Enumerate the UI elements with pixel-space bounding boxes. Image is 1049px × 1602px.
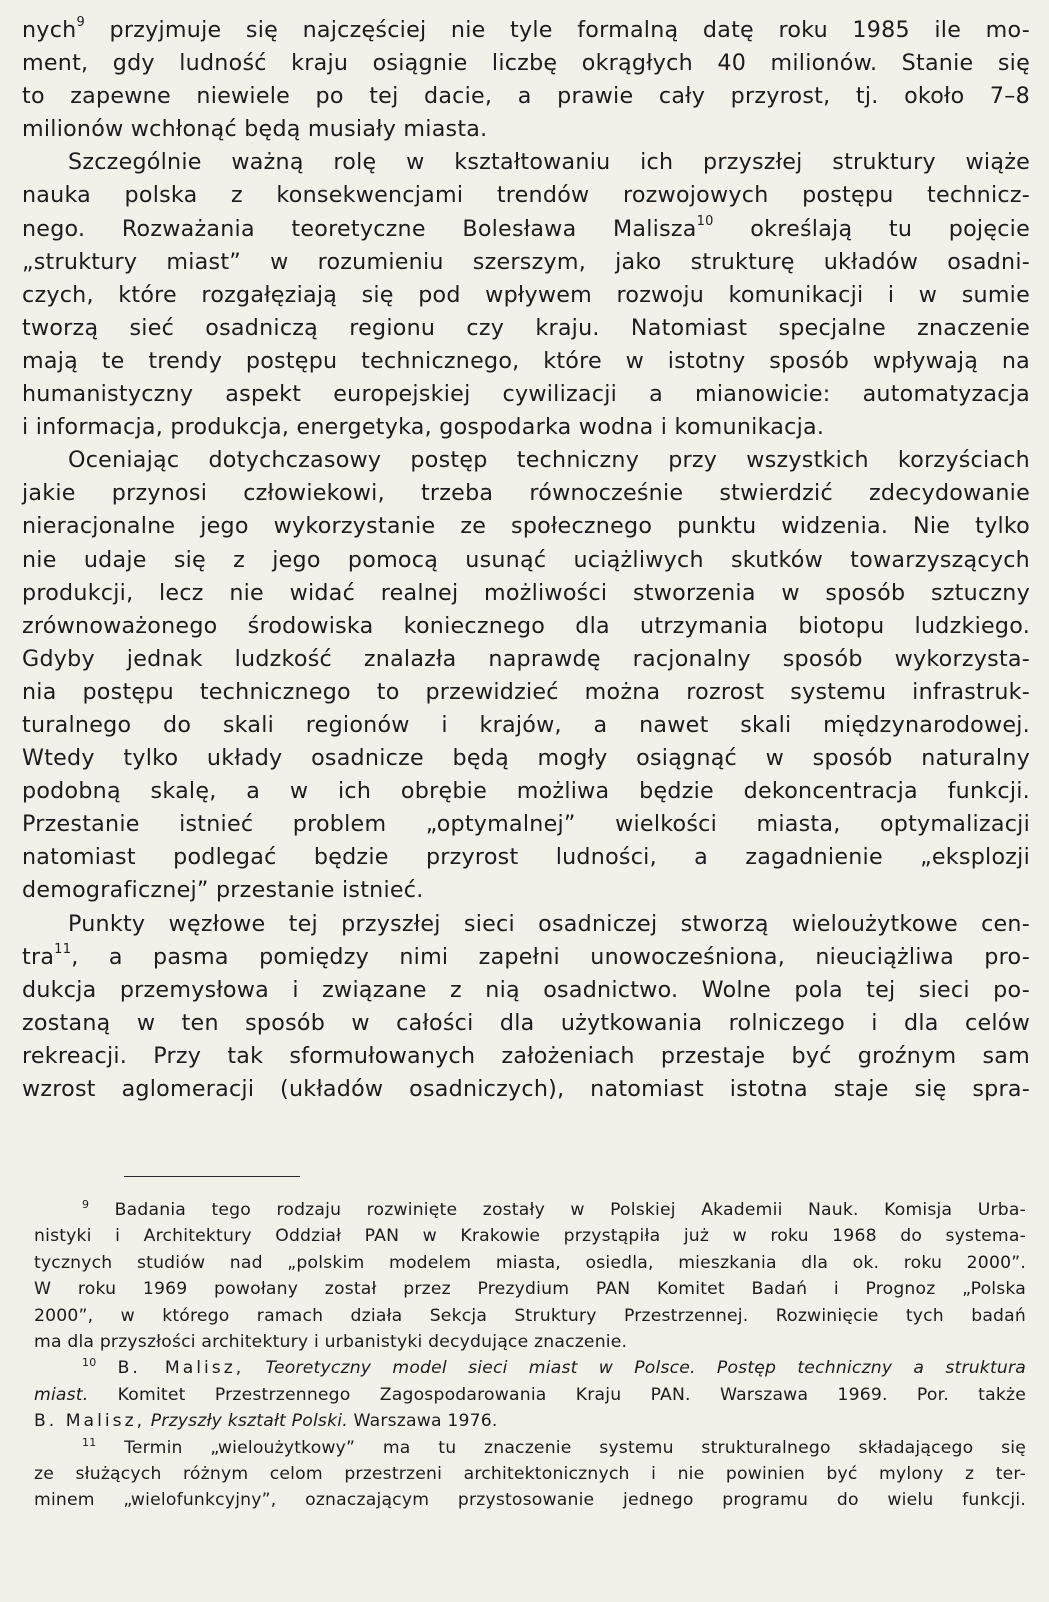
text-line: Punkty węzłowe tej przyszłej sieci osadniczej stworzą wielоużytkowe cen- <box>68 910 1030 937</box>
text-line: nieracjonalne jego wykorzystanie ze społecznego punktu widzenia. Nie tylko <box>22 513 1030 540</box>
page-body <box>22 14 1030 1106</box>
text-line: tra$^{11}$, a pasma pomiędzy nimi zapełni unowocześniona, nieuciążliwa pro- <box>22 941 1030 970</box>
footnote-line: $^9$ Badania tego rodzaju rozwinięte zostały w Polskiej Akademii Nauk. Komisja Urba- <box>82 1198 1026 1220</box>
text-line: milionów wchłonąć będą musiały miasta. <box>22 116 488 143</box>
footnote-line: nistyki i Architektury Oddział PAN w Krakowie przystąpiła już w roku 1968 do systema- <box>34 1226 1026 1247</box>
text-line: Oceniając dotychczasowy postęp techniczny przy wszystkich korzyściach <box>68 447 1030 474</box>
footnote-line: miast. Komitet Przestrzennego Zagospodarowania Kraju PAN. Warszawa 1969. Por. także <box>34 1384 1026 1405</box>
footnote-line <box>34 1355 1026 1381</box>
text-line: nych$^9$ przyjmuje się najczęściej nie tyle formalną datę roku 1985 ile mo- <box>22 15 1030 43</box>
text-line: i informacja, produkcja, energetyka, gospodarka wodna i komunikacja. <box>22 414 825 441</box>
footnote-line: B. Malisz, Przyszły kształt Polski. Warszawa 1976. <box>34 1411 498 1432</box>
text-line: tworzą sieć osadniczą regionu czy kraju. Natomiast specjalne znaczenie <box>22 314 1030 341</box>
text-line: zrównoważonego środowiska koniecznego dla utrzymania biotopu ludzkiego. <box>22 612 1030 639</box>
text-line: jakie przynosi człowiekowi, trzeba równocześnie stwierdzić zdecydowanie <box>22 480 1030 507</box>
text-line: turalnego do skali regionów i krajów, a nawet skali międzynarodowej. <box>22 711 1030 738</box>
text-line: Wtedy tylko układy osadnicze będą mogły osiągnąć w sposób naturalny <box>22 745 1030 772</box>
text-line: wzrost aglomeracji (układów osadniczych), natomiast istotna staje się spra- <box>22 1076 1030 1102</box>
footnote-9 <box>34 1197 1026 1355</box>
text-line: nie udaje się z jego pomocą usunąć uciążliwych skutków towarzyszących <box>22 546 1030 573</box>
text-line: natomiast podlegać będzie przyrost ludności, a zagadnienie „eksplozji <box>22 844 1030 871</box>
text-line: demograficznej” przestanie istnieć. <box>22 877 424 904</box>
text-line: produkcji, lecz nie widać realnej możliwości stworzenia w sposób sztuczny <box>22 579 1030 606</box>
text-line: nauka polska z konsekwencjami trendów rozwojowych postępu technicz- <box>22 182 1030 209</box>
footnote-11 <box>34 1435 1026 1514</box>
footnote-ref-10[interactable]: 10 <box>696 213 714 229</box>
footnote-marker: 10 <box>82 1356 97 1370</box>
text-line: nia postępu technicznego to przewidzieć można rozrost systemu infrastruk- <box>22 678 1030 705</box>
footnote-ref-11[interactable]: 11 <box>54 941 72 957</box>
text-line: podobną skalę, a w ich obrębie możliwa będzie dekoncentracja funkcji. <box>22 778 1030 805</box>
footnote-divider <box>124 1176 300 1177</box>
text-line: „struktury miast” w rozumieniu szerszym, jako strukturę układów osadni- <box>22 248 1030 275</box>
footnote-marker: 9 <box>82 1198 90 1211</box>
text-line: Szczególnie ważną rolę w kształtowaniu ich przyszłej struktury wiąże <box>68 149 1030 176</box>
footnote-line: tycznych studiów nad „polskim modelem miasta, osiedla, mieszkania dla ok. roku 2000”. <box>34 1252 1026 1273</box>
paragraph-3 <box>22 444 1030 907</box>
author-name: B. Malisz, <box>34 1411 146 1432</box>
work-title: Teoretyczny model sieci miast w Polsce. Postęp techniczny a struktura <box>265 1358 1026 1379</box>
work-title: Przyszły kształt Polski. <box>150 1411 348 1432</box>
paragraph-4 <box>22 908 1030 1107</box>
work-title: miast. <box>34 1384 89 1405</box>
footnote-10 <box>34 1355 1026 1434</box>
text-line: zostaną w ten sposób w całości dla użytkowania rolniczego i dla celów <box>22 1009 1030 1036</box>
footnote-line: ma dla przyszłości architektury i urbanistyki decydujące znaczenie. <box>34 1332 628 1353</box>
footnote-line: minem „wielofunkcyjny”, oznaczającym przystosowanie jednego programu do wielu funkcji. <box>34 1490 1026 1511</box>
footnote-line: W roku 1969 powołany został przez Prezydium PAN Komitet Badań i Prognoz „Polska <box>34 1279 1026 1300</box>
footnotes <box>34 1197 1026 1514</box>
text-line: Przestanie istnieć problem „optymalnej” wielkości miasta, optymalizacji <box>22 811 1030 838</box>
text-line: dukcja przemysłowa i związane z nią osadnictwo. Wolne pola tej sieci po- <box>22 976 1030 1003</box>
text-line: nego. Rozważania teoretyczne Bolesława Malisza$^{10}$ określają tu pojęcie <box>22 213 1030 242</box>
author-name: B. Malisz, <box>117 1358 245 1379</box>
text-line: ment, gdy ludność kraju osiągnie liczbę okrągłych 40 milionów. Stanie się <box>22 50 1030 77</box>
footnote-line: $^{11}$ Termin „wielоużytkowy” ma tu znaczenie systemu strukturalnego składającego się <box>82 1435 1026 1458</box>
text-line: czych, które rozgałęziają się pod wpływem rozwoju komunikacji i w sumie <box>22 281 1030 308</box>
footnote-marker: 11 <box>82 1435 97 1449</box>
footnote-line: ze służących różnym celom przestrzeni architektonicznych i nie powinien być mylony z ter- <box>34 1464 1026 1485</box>
paragraph-1 <box>22 14 1030 146</box>
paragraph-2 <box>22 146 1030 444</box>
footnote-ref-9[interactable]: 9 <box>76 15 85 30</box>
text-line: rekreacji. Przy tak sformułowanych założeniach przestaje być groźnym sam <box>22 1042 1030 1069</box>
footnote-line: 2000”, w którego ramach działa Sekcja Struktury Przestrzennej. Rozwinięcie tych badań <box>34 1305 1026 1326</box>
text-line: mają te trendy postępu technicznego, które w istotny sposób wpływają na <box>22 347 1030 374</box>
text-line: Gdyby jednak ludzkość znalazła naprawdę racjonalny sposób wykorzysta- <box>22 645 1030 672</box>
text-line: humanistyczny aspekt europejskiej cywilizacji a mianowicie: automatyzacja <box>22 381 1030 408</box>
text-line: to zapewne niewiele po tej dacie, a prawie cały przyrost, tj. około 7–8 <box>22 83 1030 110</box>
